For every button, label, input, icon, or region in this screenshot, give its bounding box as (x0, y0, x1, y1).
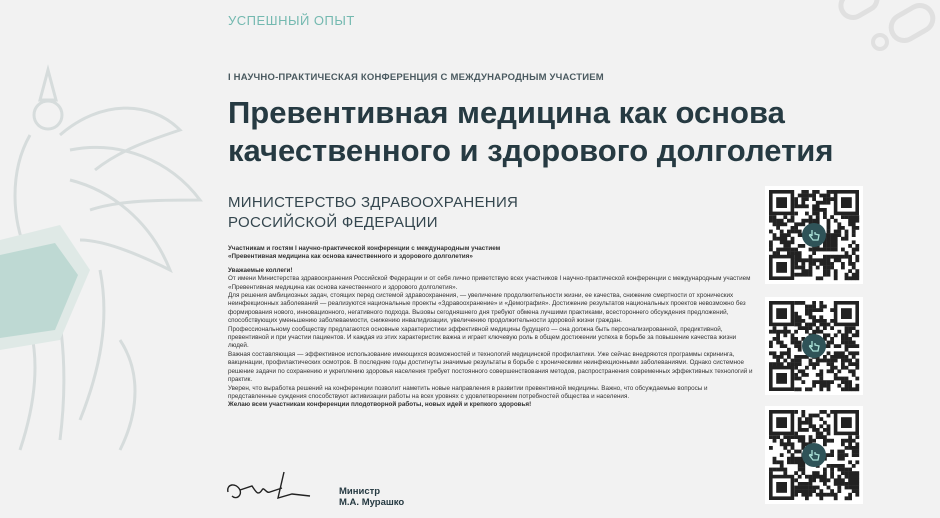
page-title (228, 94, 888, 170)
signatory (339, 486, 404, 508)
pointer-hand-icon (802, 223, 826, 247)
letter-paragraph: Для решения амбициозных задач, стоящих перед системой здравоохранения, — увеличение продолжительности жизни, ее качества, снижение смертности от хронических неинфекционных заболеваний — реализуются национальные проекты «Здравоохранение» и «Демография». Достижение результатов национальных проектов невозможно без формирования нового, инновационного, негативного подхода. Вызовы сегодняшнего дня требуют обмена лучшими практиками, всестороннего обсуждения предложений, способствующих уменьшению заболеваемости, снижению инвалидизации, увеличению продолжительности здоровой жизни граждан. (228, 292, 746, 325)
letter-address-1: Участникам и гостям I научно-практической конференции с международным участием (228, 245, 501, 252)
letter-paragraph: Уверен, что выработка решений на конференции позволит наметить новые направления в развитии превентивной медицины. Важно, что обсуждаемые вопросы и представленные суждения способствуют активизации работы на всех уровнях с удовлетворением потребностей общества и населения. (228, 384, 708, 400)
qr-code-3[interactable] (765, 406, 863, 504)
section-eyebrow: УСПЕШНЫЙ ОПЫТ (228, 13, 355, 28)
ministry-line-1: МИНИСТЕРСТВО ЗДРАВООХРАНЕНИЯ (228, 194, 519, 211)
letter-closing: Желаю всем участникам конференции плодотворной работы, новых идей и крепкого здоровья! (228, 401, 532, 409)
handwritten-signature (222, 462, 314, 510)
greeting-letter (228, 245, 758, 410)
qr-code-2[interactable] (765, 297, 863, 395)
title-line-1: Превентивная медицина как основа (228, 95, 785, 130)
pill-decoration (800, 0, 940, 60)
ministry-line-2: РОССИЙСКОЙ ФЕДЕРАЦИИ (228, 214, 438, 231)
letter-address-2: «Превентивная медицина как основа качественного и здорового долголетия» (228, 253, 473, 261)
letter-paragraph: Важная составляющая — эффективное использование имеющихся возможностей и технологий медицинской профилактики. Уже сейчас внедряются программы скрининга, вакцинации, профилактических осмотров. В последние годы достигнуты значимые результаты в борьбе с хроническими неинфекционными заболеваниями. Однако системное решение задачи по сохранению и укреплению здоровья населения требует постоянного совершенствования методов, распространения современных эффективных технологий и практик. (228, 350, 753, 384)
title-line-2: качественного и здорового долголетия (228, 133, 834, 168)
qr-code-1[interactable] (765, 186, 863, 284)
pointer-hand-icon (802, 334, 826, 358)
conference-subtitle: I НАУЧНО-ПРАКТИЧЕСКАЯ КОНФЕРЕНЦИЯ С МЕЖДУНАРОДНЫМ УЧАСТИЕМ (228, 72, 604, 83)
letter-paragraph: От имени Министерства здравоохранения Российской Федерации и от себя лично приветствую всех участников I научно-практической конференции с международным участием «Превентивная медицина как основа качественного и здорового долголетия». (228, 275, 751, 291)
letter-paragraph: Профессиональному сообществу предлагаются основные характеристики эффективной медицины будущего — она должна быть персонализированной, предиктивной, превентивной и при участии пациентов. И каждая из этих характеристик важна и играет ключевую роль в общем достижении успеха в борьбе за повышение качества жизни людей. (228, 325, 737, 350)
ministry-emblem-watermark (0, 40, 220, 470)
signatory-role: Министр (339, 486, 381, 497)
signatory-name: М.А. Мурашко (339, 497, 405, 508)
ministry-name (228, 193, 518, 233)
pointer-hand-icon (802, 443, 826, 467)
letter-greeting: Уважаемые коллеги! (228, 266, 293, 274)
